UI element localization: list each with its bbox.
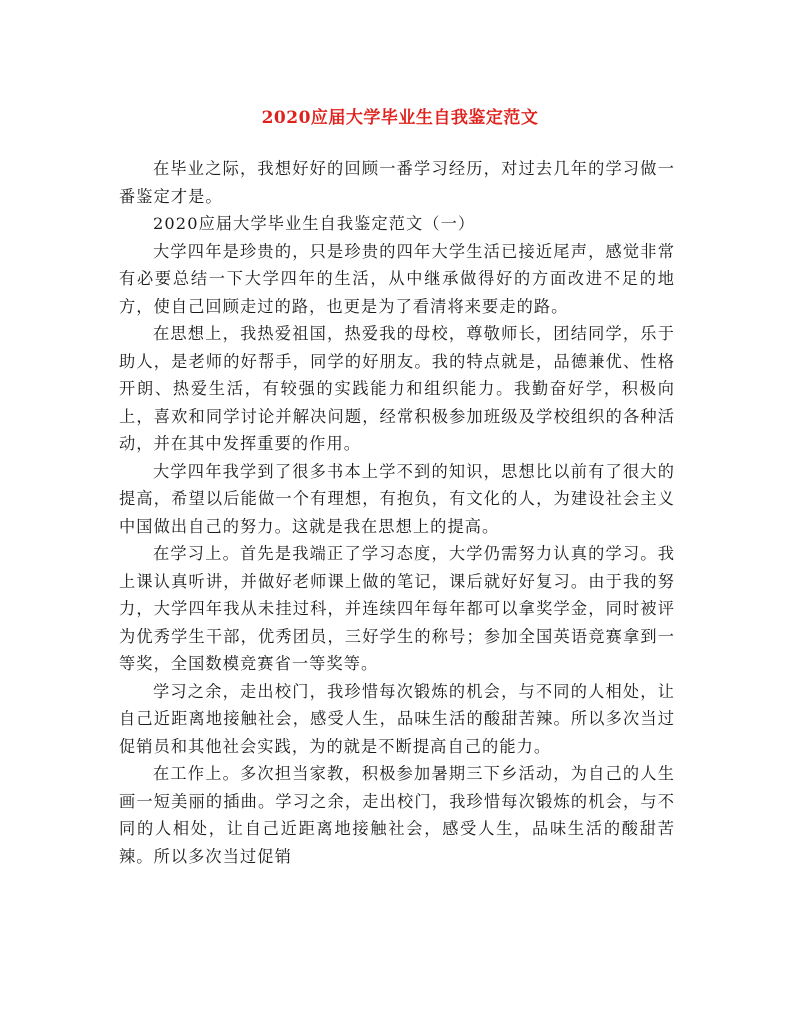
paragraph-ideology: 在思想上，我热爱祖国，热爱我的母校，尊敬师长，团结同学，乐于助人，是老师的好帮手，同学的好朋友。我的特点就是，品德兼优、性格开朗、热爱生活，有较强的实践能力和组织能力。我勤奋好学，积极向上，喜欢和同学讨论并解决问题，经常积极参加班级及学校组织的各种活动，并在其中发挥重要的作用。	[119, 324, 675, 453]
paragraph-university-years: 大学四年是珍贵的，只是珍贵的四年大学生活已接近尾声，感觉非常有必要总结一下大学四年的生活，从中继承做得好的方面改进不足的地方，使自己回顾走过的路，也更是为了看清将来要走的路。	[119, 241, 675, 316]
paragraph-social-practice: 学习之余，走出校门，我珍惜每次锻炼的机会，与不同的人相处，让自己近距离地接触社会，感受人生，品味生活的酸甜苦辣。所以多次当过促销员和其他社会实践，为的就是不断提高自己的能力。	[119, 681, 675, 756]
paragraph-intro: 在毕业之际，我想好好的回顾一番学习经历，对过去几年的学习做一番鉴定才是。	[119, 159, 675, 206]
paragraph-study: 在学习上。首先是我端正了学习态度，大学仍需努力认真的学习。我上课认真听讲，并做好老师课上做的笔记，课后就好好复习。由于我的努力，大学四年我从未挂过科，并连续四年每年都可以拿奖学金，同时被评为优秀学生干部，优秀团员，三好学生的称号；参加全国英语竞赛拿到一等奖，全国数模竞赛省一等奖等。	[119, 544, 675, 673]
document-title: 2020应届大学毕业生自我鉴定范文	[261, 108, 539, 128]
paragraph-knowledge: 大学四年我学到了很多书本上学不到的知识，思想比以前有了很大的提高，希望以后能做一个有理想，有抱负，有文化的人，为建设社会主义中国做出自己的努力。这就是我在思想上的提高。	[119, 461, 675, 536]
document-body	[119, 155, 675, 870]
paragraph-work: 在工作上。多次担当家教，积极参加暑期三下乡活动，为自己的人生画一短美丽的插曲。学习之余，走出校门，我珍惜每次锻炼的机会，与不同的人相处，让自己近距离地接触社会，感受人生，品味生活的酸甜苦辣。所以多次当过促销	[119, 764, 675, 866]
section-heading: 2020应届大学毕业生自我鉴定范文（一）	[153, 214, 476, 233]
